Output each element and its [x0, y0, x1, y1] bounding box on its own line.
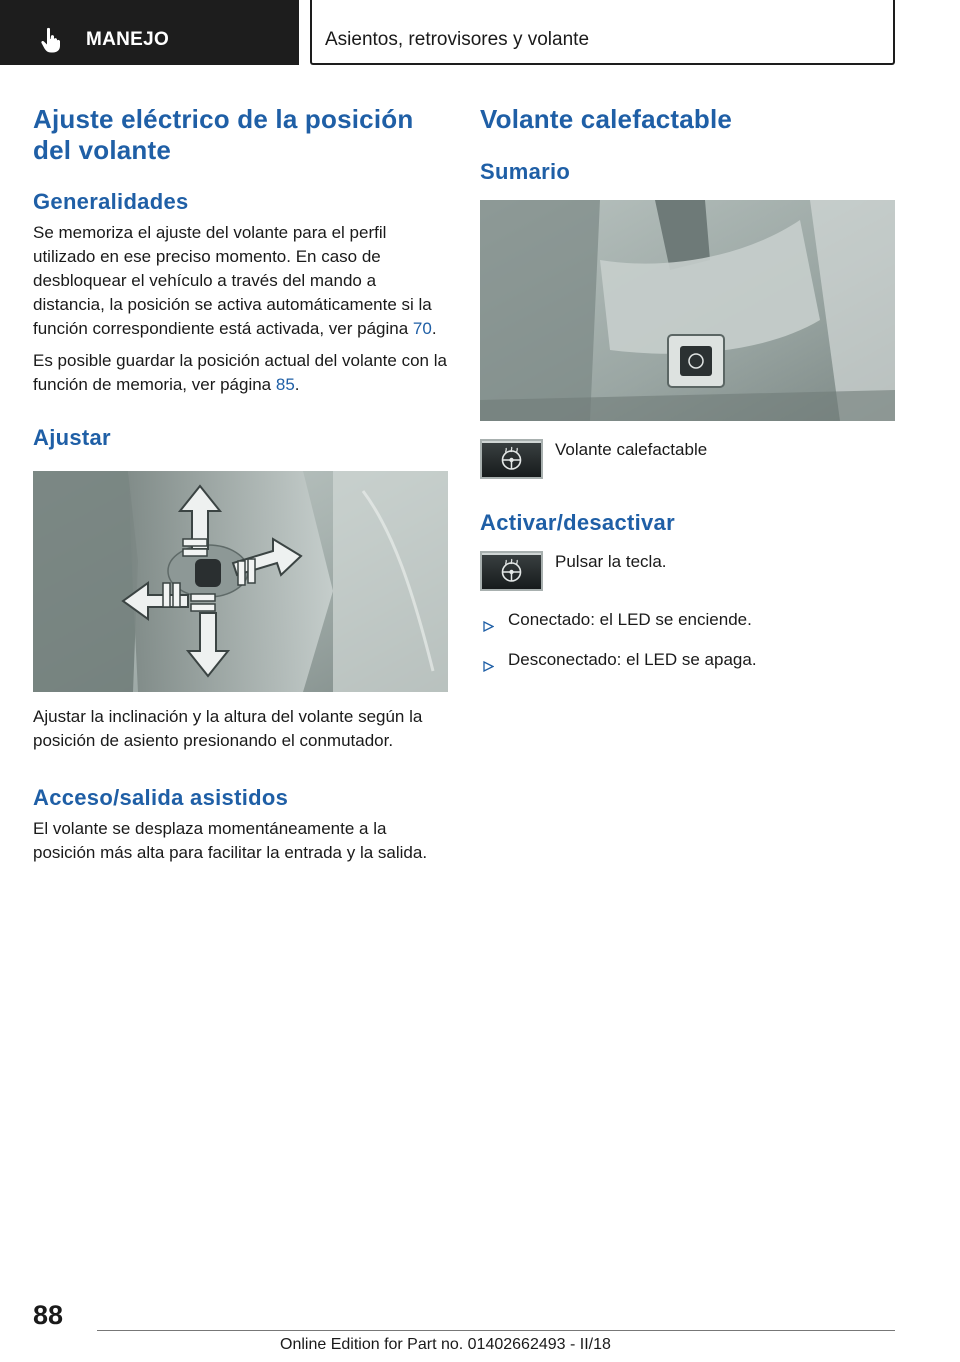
- chapter-title: Asientos, retrovisores y volante: [325, 29, 590, 50]
- list-item: [480, 648, 895, 679]
- triangle-bullet-icon: [480, 608, 508, 639]
- paragraph-end: .: [294, 375, 300, 394]
- caption-ajustar: Ajustar la inclinación y la altura del volante según la posición de asiento presionando el conmutador.: [33, 707, 423, 750]
- page-link-85[interactable]: 85: [275, 375, 295, 394]
- instruction-row: [480, 551, 895, 591]
- page-number: 88: [33, 1300, 64, 1330]
- footer-edition: Online Edition for Part no. 01402662493 - II/18: [280, 1336, 611, 1353]
- heading-activar: Activar/desactivar: [480, 510, 675, 535]
- footer-divider: [97, 1330, 895, 1331]
- heading-acceso: Acceso/salida asistidos: [33, 785, 289, 810]
- right-column: [480, 104, 895, 679]
- left-column: [33, 104, 448, 865]
- paragraph-generalidades-1: [33, 221, 448, 341]
- heading-ajustar: Ajustar: [33, 425, 111, 450]
- paragraph-text: Es posible guardar la posición actual del volante con la función de memoria, ver página: [33, 351, 447, 394]
- section-title: [33, 104, 448, 166]
- paragraph-text: Se memoriza el ajuste del volante para el perfil utilizado en ese preciso momento. En caso de desbloquear el vehículo a través del mando a distancia, la posición se activa automáticamente si la función correspondiente está activada, ver página: [33, 223, 432, 338]
- page-link-70[interactable]: 70: [412, 319, 432, 338]
- legend-row-volante: [480, 439, 895, 479]
- triangle-bullet-icon: [480, 648, 508, 679]
- bullet-list: [480, 608, 895, 679]
- section-title-line2: del volante: [33, 135, 172, 165]
- instruction-text: Pulsar la tecla.: [555, 552, 667, 571]
- section-title-line1: Ajuste eléctrico de la posición: [33, 104, 414, 134]
- list-item-text: Conectado: el LED se enciende.: [508, 610, 752, 629]
- legend-volante-label: Volante calefactable: [555, 440, 708, 459]
- paragraph-acceso: El volante se desplaza momentáneamente a la posición más alta para facilitar la entrada y la salida.: [33, 819, 428, 862]
- list-item: [480, 608, 895, 639]
- heading-generalidades: Generalidades: [33, 189, 189, 214]
- hand-pointer-icon: [38, 26, 66, 54]
- paragraph-end: .: [431, 319, 437, 338]
- steering-column-switch-photo: [33, 471, 448, 692]
- section-tab[interactable]: [0, 0, 299, 65]
- heated-steering-wheel-button-icon: [480, 439, 543, 479]
- list-item-text: Desconectado: el LED se apaga.: [508, 650, 757, 669]
- section-label: MANEJO: [86, 29, 170, 50]
- heading-sumario: Sumario: [480, 159, 571, 184]
- section-title-volante: Volante calefactable: [480, 104, 733, 134]
- heated-steering-button-photo: [480, 200, 895, 421]
- paragraph-generalidades-2: [33, 349, 448, 397]
- heated-steering-wheel-button-icon: [480, 551, 543, 591]
